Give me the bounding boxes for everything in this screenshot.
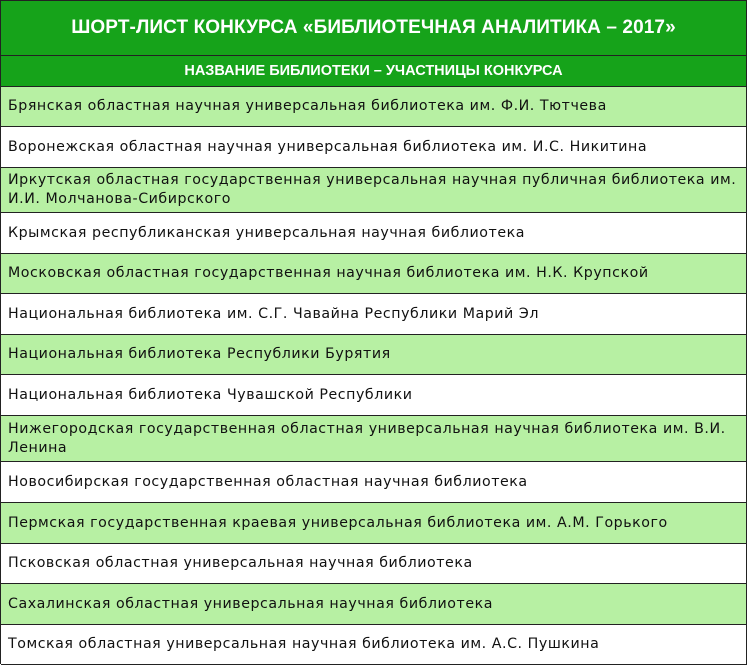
column-header-text: НАЗВАНИЕ БИБЛИОТЕКИ – УЧАСТНИЦЫ КОНКУРСА [184, 63, 563, 79]
table-row [1, 87, 747, 127]
library-name: Псковская областная универсальная научная библиотека [8, 555, 473, 571]
table-row [1, 254, 747, 294]
table-row [1, 335, 747, 375]
library-name: Нижегородская государственная областная универсальная научная библиотека им. В.И. Ленина [8, 420, 726, 456]
table-row [1, 213, 747, 254]
table-row [1, 294, 747, 335]
table-row [1, 584, 747, 625]
table-row [1, 503, 747, 544]
library-name: Пермская государственная краевая универсальная библиотека им. А.М. Горького [8, 514, 668, 531]
table-row [1, 168, 747, 213]
table-row [1, 127, 747, 168]
table-row [1, 375, 747, 416]
table-row [1, 416, 747, 462]
library-name: Воронежская областная научная универсальная библиотека им. И.С. Никитина [8, 138, 648, 155]
library-name: Национальная библиотека Чувашской Республики [8, 386, 413, 403]
table-title-text: ШОРТ-ЛИСТ КОНКУРСА «БИБЛИОТЕЧНАЯ АНАЛИТИКА – 2017» [71, 17, 676, 38]
column-header [1, 56, 747, 87]
library-name: Национальная библиотека им. С.Г. Чавайна Республики Марий Эл [8, 305, 539, 322]
library-name: Московская областная государственная научная библиотека им. Н.К. Крупской [8, 265, 649, 281]
library-name: Национальная библиотека Республики Бурятия [8, 346, 391, 362]
table-row [1, 544, 747, 584]
library-name: Иркутская областная государственная универсальная научная публичная библиотека им. И.И. Молчанова-Сибирского [8, 172, 737, 207]
library-name: Крымская республиканская универсальная научная библиотека [8, 224, 525, 241]
library-name: Брянская областная научная универсальная библиотека им. Ф.И. Тютчева [8, 98, 607, 114]
library-name: Томская областная универсальная научная библиотека им. А.С. Пушкина [8, 636, 600, 652]
table-row [1, 625, 747, 665]
library-name: Сахалинская областная универсальная научная библиотека [8, 595, 493, 612]
table-title [1, 1, 747, 56]
library-name: Новосибирская государственная областная научная библиотека [8, 473, 528, 490]
table-row [1, 462, 747, 503]
